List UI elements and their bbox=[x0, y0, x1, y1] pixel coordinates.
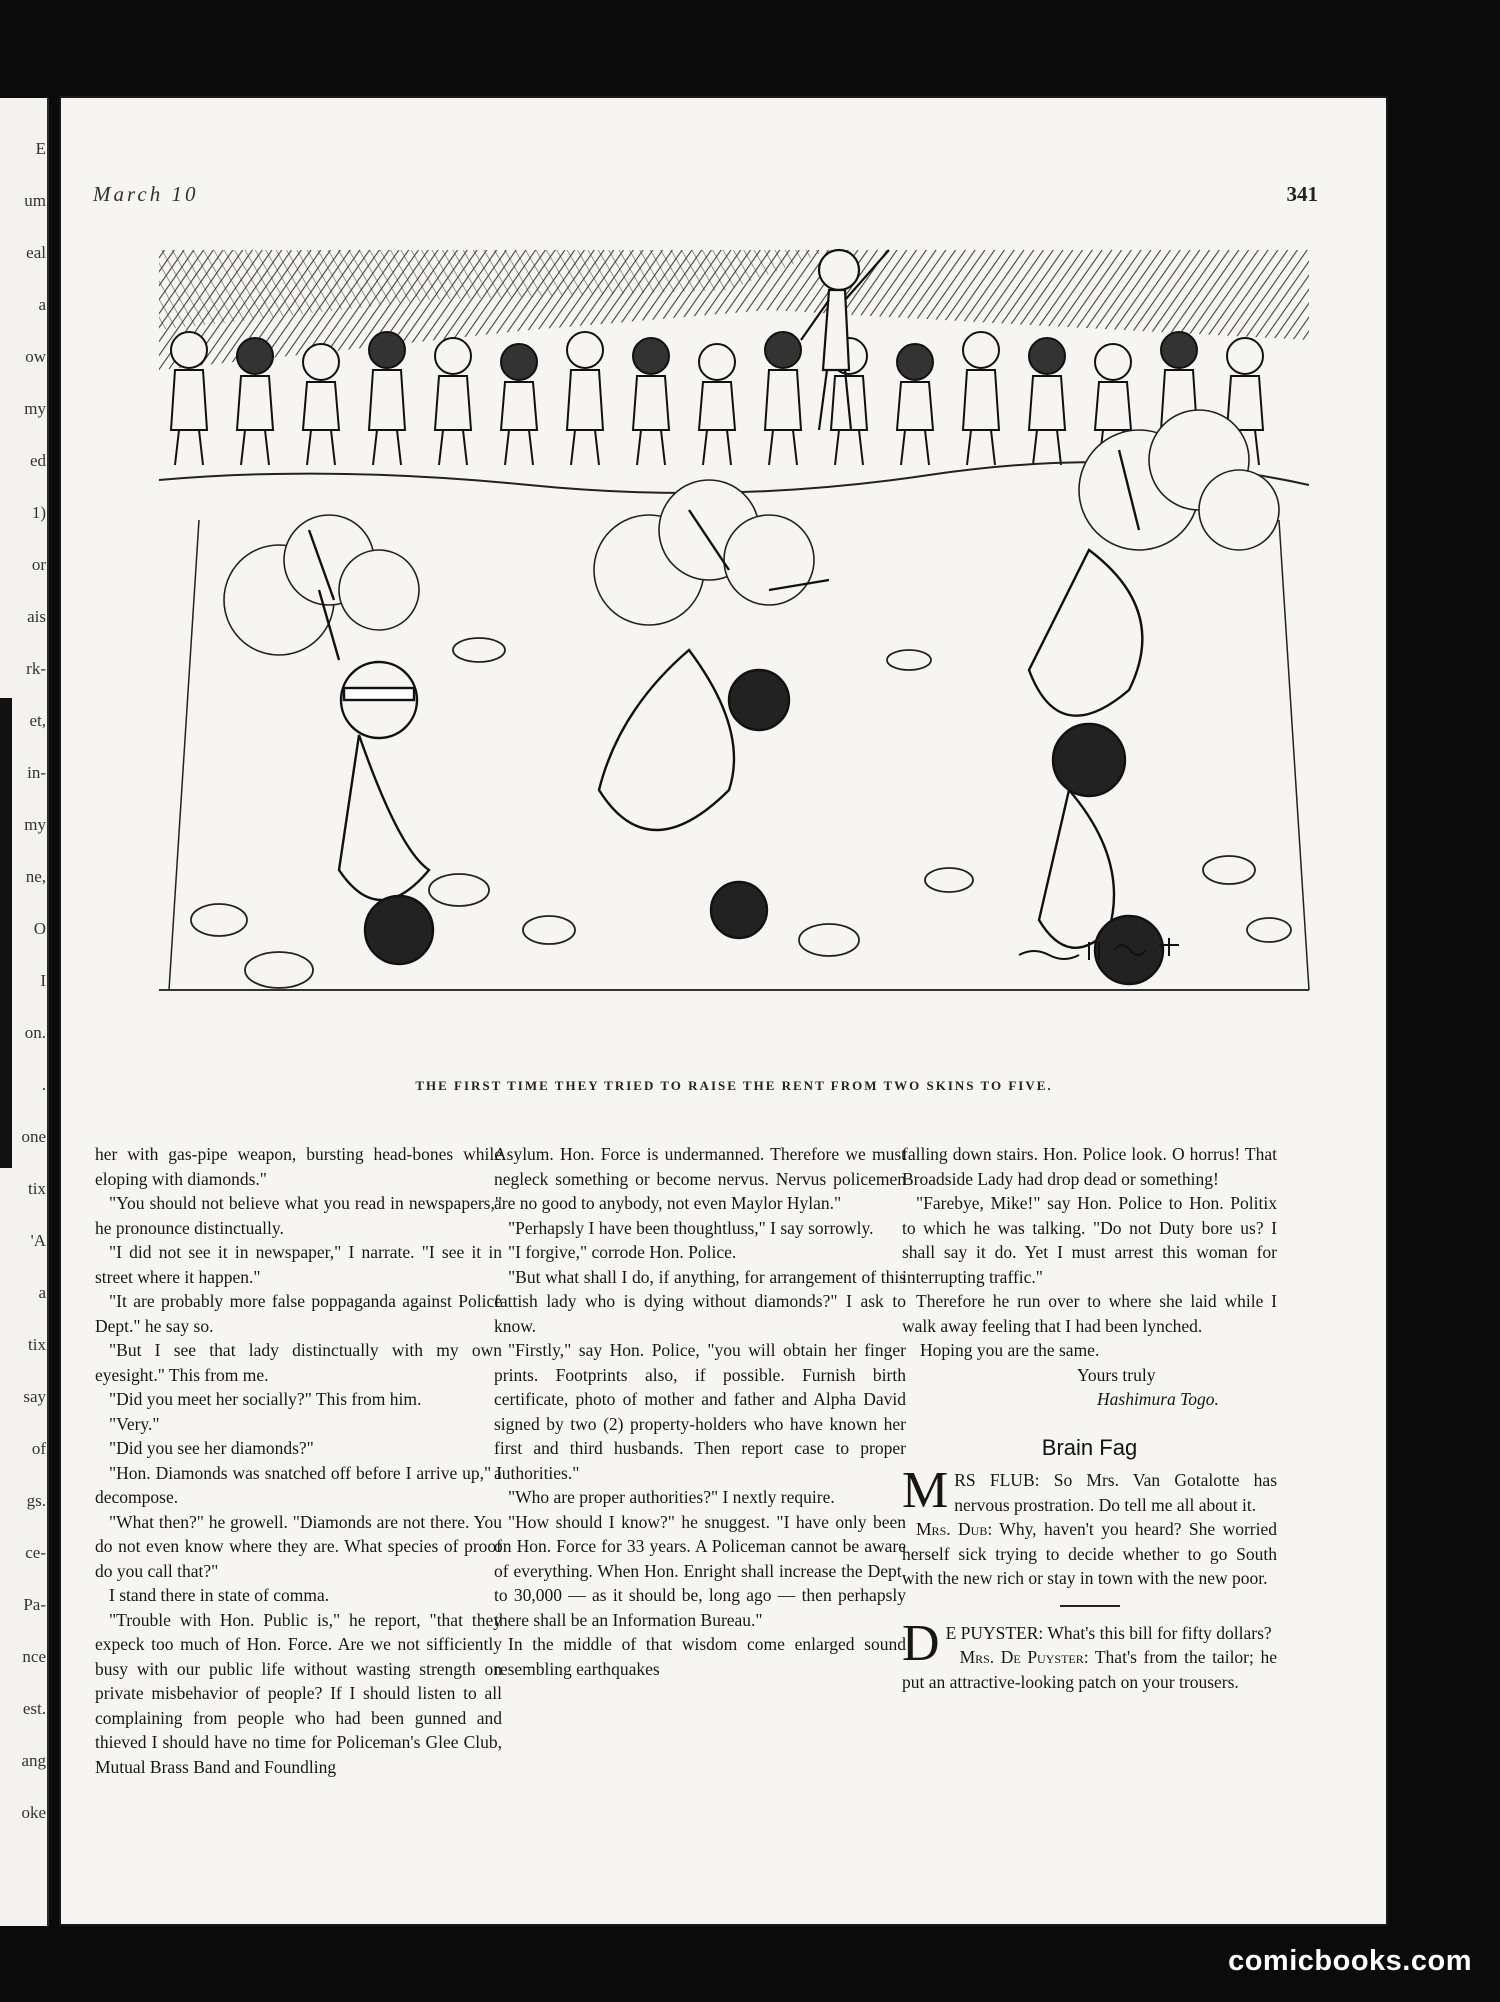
adjacent-text-fragment: one bbox=[21, 1127, 46, 1146]
crowd-figure bbox=[369, 332, 405, 465]
dialogue-text: What's this bill for fifty dollars? bbox=[1043, 1622, 1272, 1643]
rock bbox=[799, 924, 859, 956]
adjacent-text-fragment: ne, bbox=[25, 867, 46, 886]
closing-yours: Yours truly bbox=[1077, 1364, 1156, 1385]
paragraph: "Hon. Diamonds was snatched off before I arrive up," I decompose. bbox=[95, 1462, 502, 1507]
section-title: Brain Fag bbox=[1041, 1434, 1138, 1460]
crowd-figure bbox=[699, 344, 735, 465]
paragraph: In the middle of that wisdom come enlarged sound resembling earthquakes bbox=[494, 1634, 906, 1679]
paragraph: "Firstly," say Hon. Police, "you will obtain her finger prints. Footprints also, if possible. Furnish birth certificate, photo of mother and father and Alpha David signed by two (2) property-holders who have known her first and third husbands. Then report case to proper authorities." bbox=[494, 1340, 906, 1483]
dialogue-text: Why, haven't you heard? She worried herself sick trying to decide whether to go South with the new rich or stay in town with the new poor. bbox=[902, 1519, 1277, 1588]
rock bbox=[245, 952, 313, 988]
adjacent-text-fragment: tix bbox=[28, 1335, 46, 1354]
watermark: comicbooks.com bbox=[1228, 1945, 1472, 1977]
text-column-1 bbox=[95, 1142, 502, 1779]
illustration-caption: THE FIRST TIME THEY TRIED TO RAISE THE RENT FROM TWO SKINS TO FIVE. bbox=[415, 1078, 1053, 1093]
adjacent-text-fragment: rk- bbox=[26, 659, 46, 678]
crowd-figure bbox=[897, 344, 933, 465]
paragraph: "It are probably more false poppaganda against Police Dept." he say so. bbox=[95, 1291, 502, 1336]
paragraph: "What then?" he growell. "Diamonds are not there. You do not even know where they are. What species of proof do you call that?" bbox=[95, 1511, 502, 1581]
rock bbox=[1203, 856, 1255, 884]
adjacent-page-edge bbox=[0, 98, 49, 1926]
column-rule bbox=[0, 698, 12, 1168]
paragraph: "Farebye, Mike!" say Hon. Police to Hon. Politix to which he was talking. "Do not Duty bore us? I shall say it do. Yet I must arrest this woman for interrupting traffic." bbox=[902, 1193, 1277, 1287]
adjacent-text-fragment: ang bbox=[21, 1751, 46, 1770]
text-column-2 bbox=[494, 1142, 906, 1681]
adjacent-text-fragment: um bbox=[24, 191, 46, 210]
adjacent-text-fragment: or bbox=[31, 555, 46, 574]
page-date: March 10 bbox=[93, 182, 199, 206]
speaker: RS FLUB: bbox=[954, 1470, 1040, 1490]
paragraph: "How should I know?" he snuggest. "I have only been on Hon. Force for 33 years. A Policeman cannot be aware of everything. When Hon. Enright shall increase the Dept. to 30,000 — as it should be, long ago — then perhapsly there shall be an Information Bureau." bbox=[494, 1511, 906, 1630]
adjacent-text-fragment: ed bbox=[29, 451, 46, 470]
text-column-3 bbox=[902, 1142, 1277, 1694]
crowd-figure bbox=[435, 338, 471, 465]
paragraph: "Who are proper authorities?" I nextly require. bbox=[508, 1487, 835, 1507]
paragraph: "Did you see her diamonds?" bbox=[109, 1438, 314, 1458]
drop-cap: D bbox=[902, 1614, 940, 1672]
page-number: 341 bbox=[1286, 182, 1318, 206]
adjacent-text-fragment: eal bbox=[26, 243, 46, 262]
rock bbox=[453, 638, 505, 662]
adjacent-text-fragment: I bbox=[40, 971, 46, 990]
adjacent-text-fragment: est. bbox=[22, 1699, 46, 1718]
adjacent-text-fragment: 1) bbox=[31, 503, 46, 522]
adjacent-text-fragment: say bbox=[23, 1387, 46, 1406]
rock bbox=[925, 868, 973, 892]
adjacent-text-fragment: oke bbox=[21, 1803, 46, 1822]
paragraph: "Did you meet her socially?" This from him. bbox=[109, 1389, 422, 1409]
adjacent-text-fragment: ce- bbox=[25, 1543, 46, 1562]
closing-signature: Hashimura Togo. bbox=[1097, 1389, 1219, 1409]
adjacent-text-fragment: my bbox=[24, 815, 46, 834]
crowd-figure bbox=[171, 332, 207, 465]
crowd-figure bbox=[1029, 338, 1065, 465]
rock bbox=[191, 904, 247, 936]
adjacent-text-fragment: gs. bbox=[26, 1491, 46, 1510]
paragraph: her with gas-pipe weapon, bursting head-bones while eloping with diamonds." bbox=[95, 1144, 502, 1189]
paragraph: "I forgive," corrode Hon. Police. bbox=[508, 1242, 737, 1262]
crowd-figure bbox=[303, 344, 339, 465]
rock bbox=[523, 916, 575, 944]
crowd-figure bbox=[237, 338, 273, 465]
adjacent-text-fragment: nce bbox=[22, 1647, 46, 1666]
adjacent-text-fragment: et, bbox=[29, 711, 46, 730]
speaker: Mrs. De Puyster: bbox=[959, 1647, 1089, 1667]
paragraph: "Very." bbox=[109, 1413, 160, 1434]
paragraph: "Perhapsly I have been thoughtluss," I say sorrowly. bbox=[508, 1217, 874, 1238]
paragraph: "You should not believe what you read in newspapers," he pronounce distinctually. bbox=[95, 1193, 502, 1238]
adjacent-text-fragment: tix bbox=[28, 1179, 46, 1198]
adjacent-text-fragment: in- bbox=[27, 763, 46, 782]
section-divider bbox=[1060, 1605, 1120, 1607]
adjacent-text-fragment: on. bbox=[24, 1023, 46, 1042]
dialogue-paragraph bbox=[902, 1462, 1278, 1519]
dialogue-paragraph bbox=[902, 1645, 1277, 1694]
adjacent-text-fragment: ow bbox=[25, 347, 46, 366]
rock bbox=[1247, 918, 1291, 942]
adjacent-text-fragment: a bbox=[38, 295, 46, 314]
crowd-figure bbox=[633, 338, 669, 465]
adjacent-text-fragment: ais bbox=[27, 607, 46, 626]
dialogue-text: So Mrs. Van Gotalotte has nervous prostration. Do tell me all about it. bbox=[954, 1470, 1278, 1515]
paragraph: Therefore he run over to where she laid while I walk away feeling that I had been lynched. bbox=[902, 1291, 1277, 1336]
drop-cap: M bbox=[902, 1462, 949, 1519]
paragraph: falling down stairs. Hon. Police look. O horrus! That Broadside Lady had drop dead or something! bbox=[902, 1144, 1277, 1189]
adjacent-text-fragment: 'A bbox=[30, 1231, 46, 1250]
cartoon-illustration bbox=[129, 230, 1329, 1030]
paragraph: "I did not see it in newspaper," I narrate. "I see it in street where it happen." bbox=[95, 1242, 502, 1287]
adjacent-text-fragment: of bbox=[31, 1439, 46, 1458]
adjacent-text-fragment: . bbox=[41, 1075, 46, 1094]
crowd-figure bbox=[501, 344, 537, 465]
adjacent-text-fragment: my bbox=[24, 399, 46, 418]
adjacent-text-fragment: Pa- bbox=[23, 1595, 46, 1614]
rock bbox=[887, 650, 931, 670]
paragraph: Asylum. Hon. Force is undermanned. Therefore we must negleck something or become nervus. Nervus policemen are no good to anybody, not even Maylor Hylan." bbox=[494, 1144, 906, 1213]
crowd-figure bbox=[567, 332, 603, 465]
letter-closing bbox=[902, 1338, 1277, 1412]
adjacent-text-fragment: E bbox=[35, 139, 46, 158]
speaker: E PUYSTER: bbox=[945, 1622, 1044, 1643]
rock bbox=[429, 874, 489, 906]
dialogue-paragraph bbox=[902, 1517, 1277, 1591]
speaker: Mrs. Dub: bbox=[916, 1519, 993, 1539]
crowd-figure bbox=[963, 332, 999, 465]
adjacent-text-fragment: a bbox=[38, 1283, 46, 1302]
paragraph: I stand there in state of comma. bbox=[109, 1585, 330, 1605]
crowd-figure bbox=[765, 332, 801, 465]
magazine-page bbox=[59, 96, 1388, 1926]
paragraph: "But what shall I do, if anything, for arrangement of this fattish lady who is dying without diamonds?" I ask to know. bbox=[494, 1266, 906, 1336]
closing-hoping: Hoping you are the same. bbox=[920, 1340, 1100, 1360]
adjacent-text-fragment: O bbox=[33, 919, 46, 938]
paragraph: "But I see that lady distinctually with my own eyesight." This from me. bbox=[95, 1340, 502, 1385]
dialogue-text: That's from the tailor; he put an attractive-looking patch on your trousers. bbox=[902, 1647, 1277, 1692]
paragraph: "Trouble with Hon. Public is," he report, "that they expeck too much of Hon. Force. Are we not sifficiently busy with our public life without wasting strength on private misbehavior of people? If I should listen to all complaining from people who had been gunned and thieved I should have no time for Policeman's Glee Club, Mutual Brass Band and Foundling bbox=[95, 1609, 502, 1777]
